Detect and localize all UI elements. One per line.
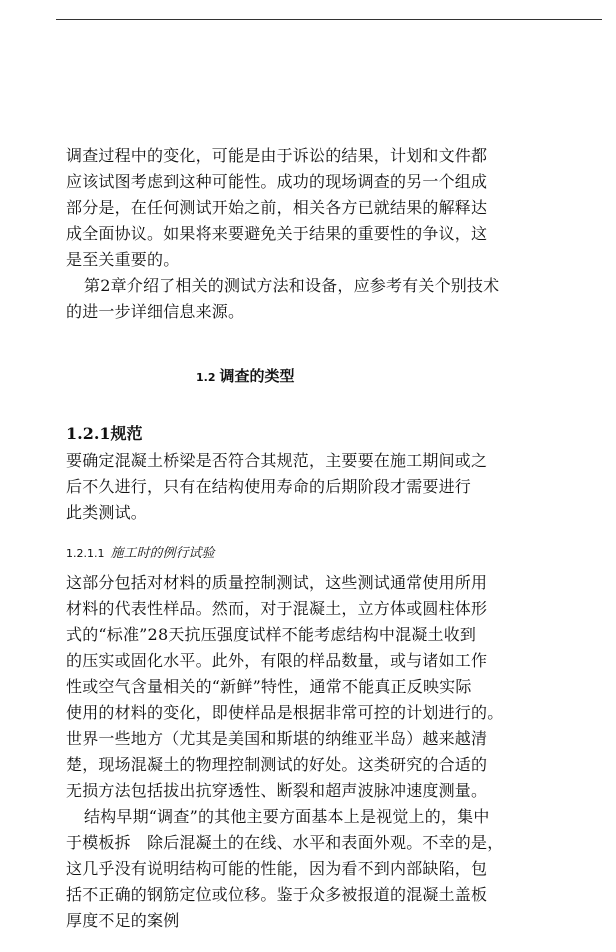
paragraph-5-line-5: 厚度不足的案例 bbox=[66, 911, 180, 930]
paragraph-4-line-6: 使用的材料的变化，即使样品是根据非常可控的计划进行的。 bbox=[66, 703, 504, 722]
paragraph-4-line-4: 的压实或固化水平。此外，有限的样品数量，或与诸如工作 bbox=[66, 651, 488, 670]
paragraph-2-line-2: 的进一步详细信息来源。 bbox=[66, 302, 245, 321]
section-heading bbox=[196, 366, 295, 388]
header-rule bbox=[56, 19, 602, 20]
paragraph-3-line-2: 后不久进行，只有在结构使用寿命的后期阶段才需要进行 bbox=[66, 477, 472, 496]
paragraph-1-line-1: 调查过程中的变化，可能是由于诉讼的结果，计划和文件都 bbox=[66, 146, 488, 165]
paragraph-1-line-5: 是至关重要的。 bbox=[66, 250, 180, 269]
paragraph-3-line-3: 此类测试。 bbox=[66, 503, 148, 522]
paragraph-3-line-1: 要确定混凝土桥梁是否符合其规范，主要要在施工期间或之 bbox=[66, 451, 488, 470]
paragraph-5-line-2: 于模板拆 除后混凝土的在线、水平和表面外观。不幸的是， bbox=[66, 833, 504, 852]
paragraph-4-line-1: 这部分包括对材料的质量控制测试，这些测试通常使用所用 bbox=[66, 573, 488, 592]
paragraph-5-line-4: 括不正确的钢筋定位或位移。鉴于众多被报道的混凝土盖板 bbox=[66, 885, 488, 904]
subsection-heading: 1.2.1规范 bbox=[66, 424, 143, 443]
paragraph-2-line-1: 第2章介绍了相关的测试方法和设备，应参考有关个别技术 bbox=[84, 276, 500, 295]
paragraph-4-line-2: 材料的代表性样品。然而，对于混凝土，立方体或圆柱体形 bbox=[66, 599, 488, 618]
paragraph-5-line-1: 结构早期“调查”的其他主要方面基本上是视觉上的，集中 bbox=[84, 807, 490, 826]
paragraph-5-line-3: 这几乎没有说明结构可能的性能，因为看不到内部缺陷，包 bbox=[66, 859, 488, 878]
paragraph-4-line-7: 世界一些地方（尤其是美国和斯堪的纳维亚半岛）越来越清 bbox=[66, 729, 488, 748]
subsubsection-title-text: 施工时的例行试验 bbox=[110, 546, 215, 561]
subsubsection-number: 1.2.1.1 bbox=[66, 547, 105, 560]
paragraph-4-line-5: 性或空气含量相关的“新鲜”特性，通常不能真正反映实际 bbox=[66, 677, 472, 696]
paragraph-1-line-4: 成全面协议。如果将来要避免关于结果的重要性的争议，这 bbox=[66, 224, 488, 243]
section-number: 1.2 bbox=[196, 371, 216, 384]
paragraph-1-line-2: 应该试图考虑到这种可能性。成功的现场调查的另一个组成 bbox=[66, 172, 488, 191]
paragraph-4-line-8: 楚，现场混凝土的物理控制测试的好处。这类研究的合适的 bbox=[66, 755, 488, 774]
section-title-text: 调查的类型 bbox=[219, 367, 295, 385]
paragraph-4-line-3: 式的“标准”28天抗压强度试样不能考虑结构中混凝土收到 bbox=[66, 625, 477, 644]
subsubsection-heading bbox=[66, 545, 215, 563]
paragraph-1-line-3: 部分是，在任何测试开始之前，相关各方已就结果的解释达 bbox=[66, 198, 488, 217]
paragraph-4-line-9: 无损方法包括拔出抗穿透性、断裂和超声波脉冲速度测量。 bbox=[66, 781, 488, 800]
